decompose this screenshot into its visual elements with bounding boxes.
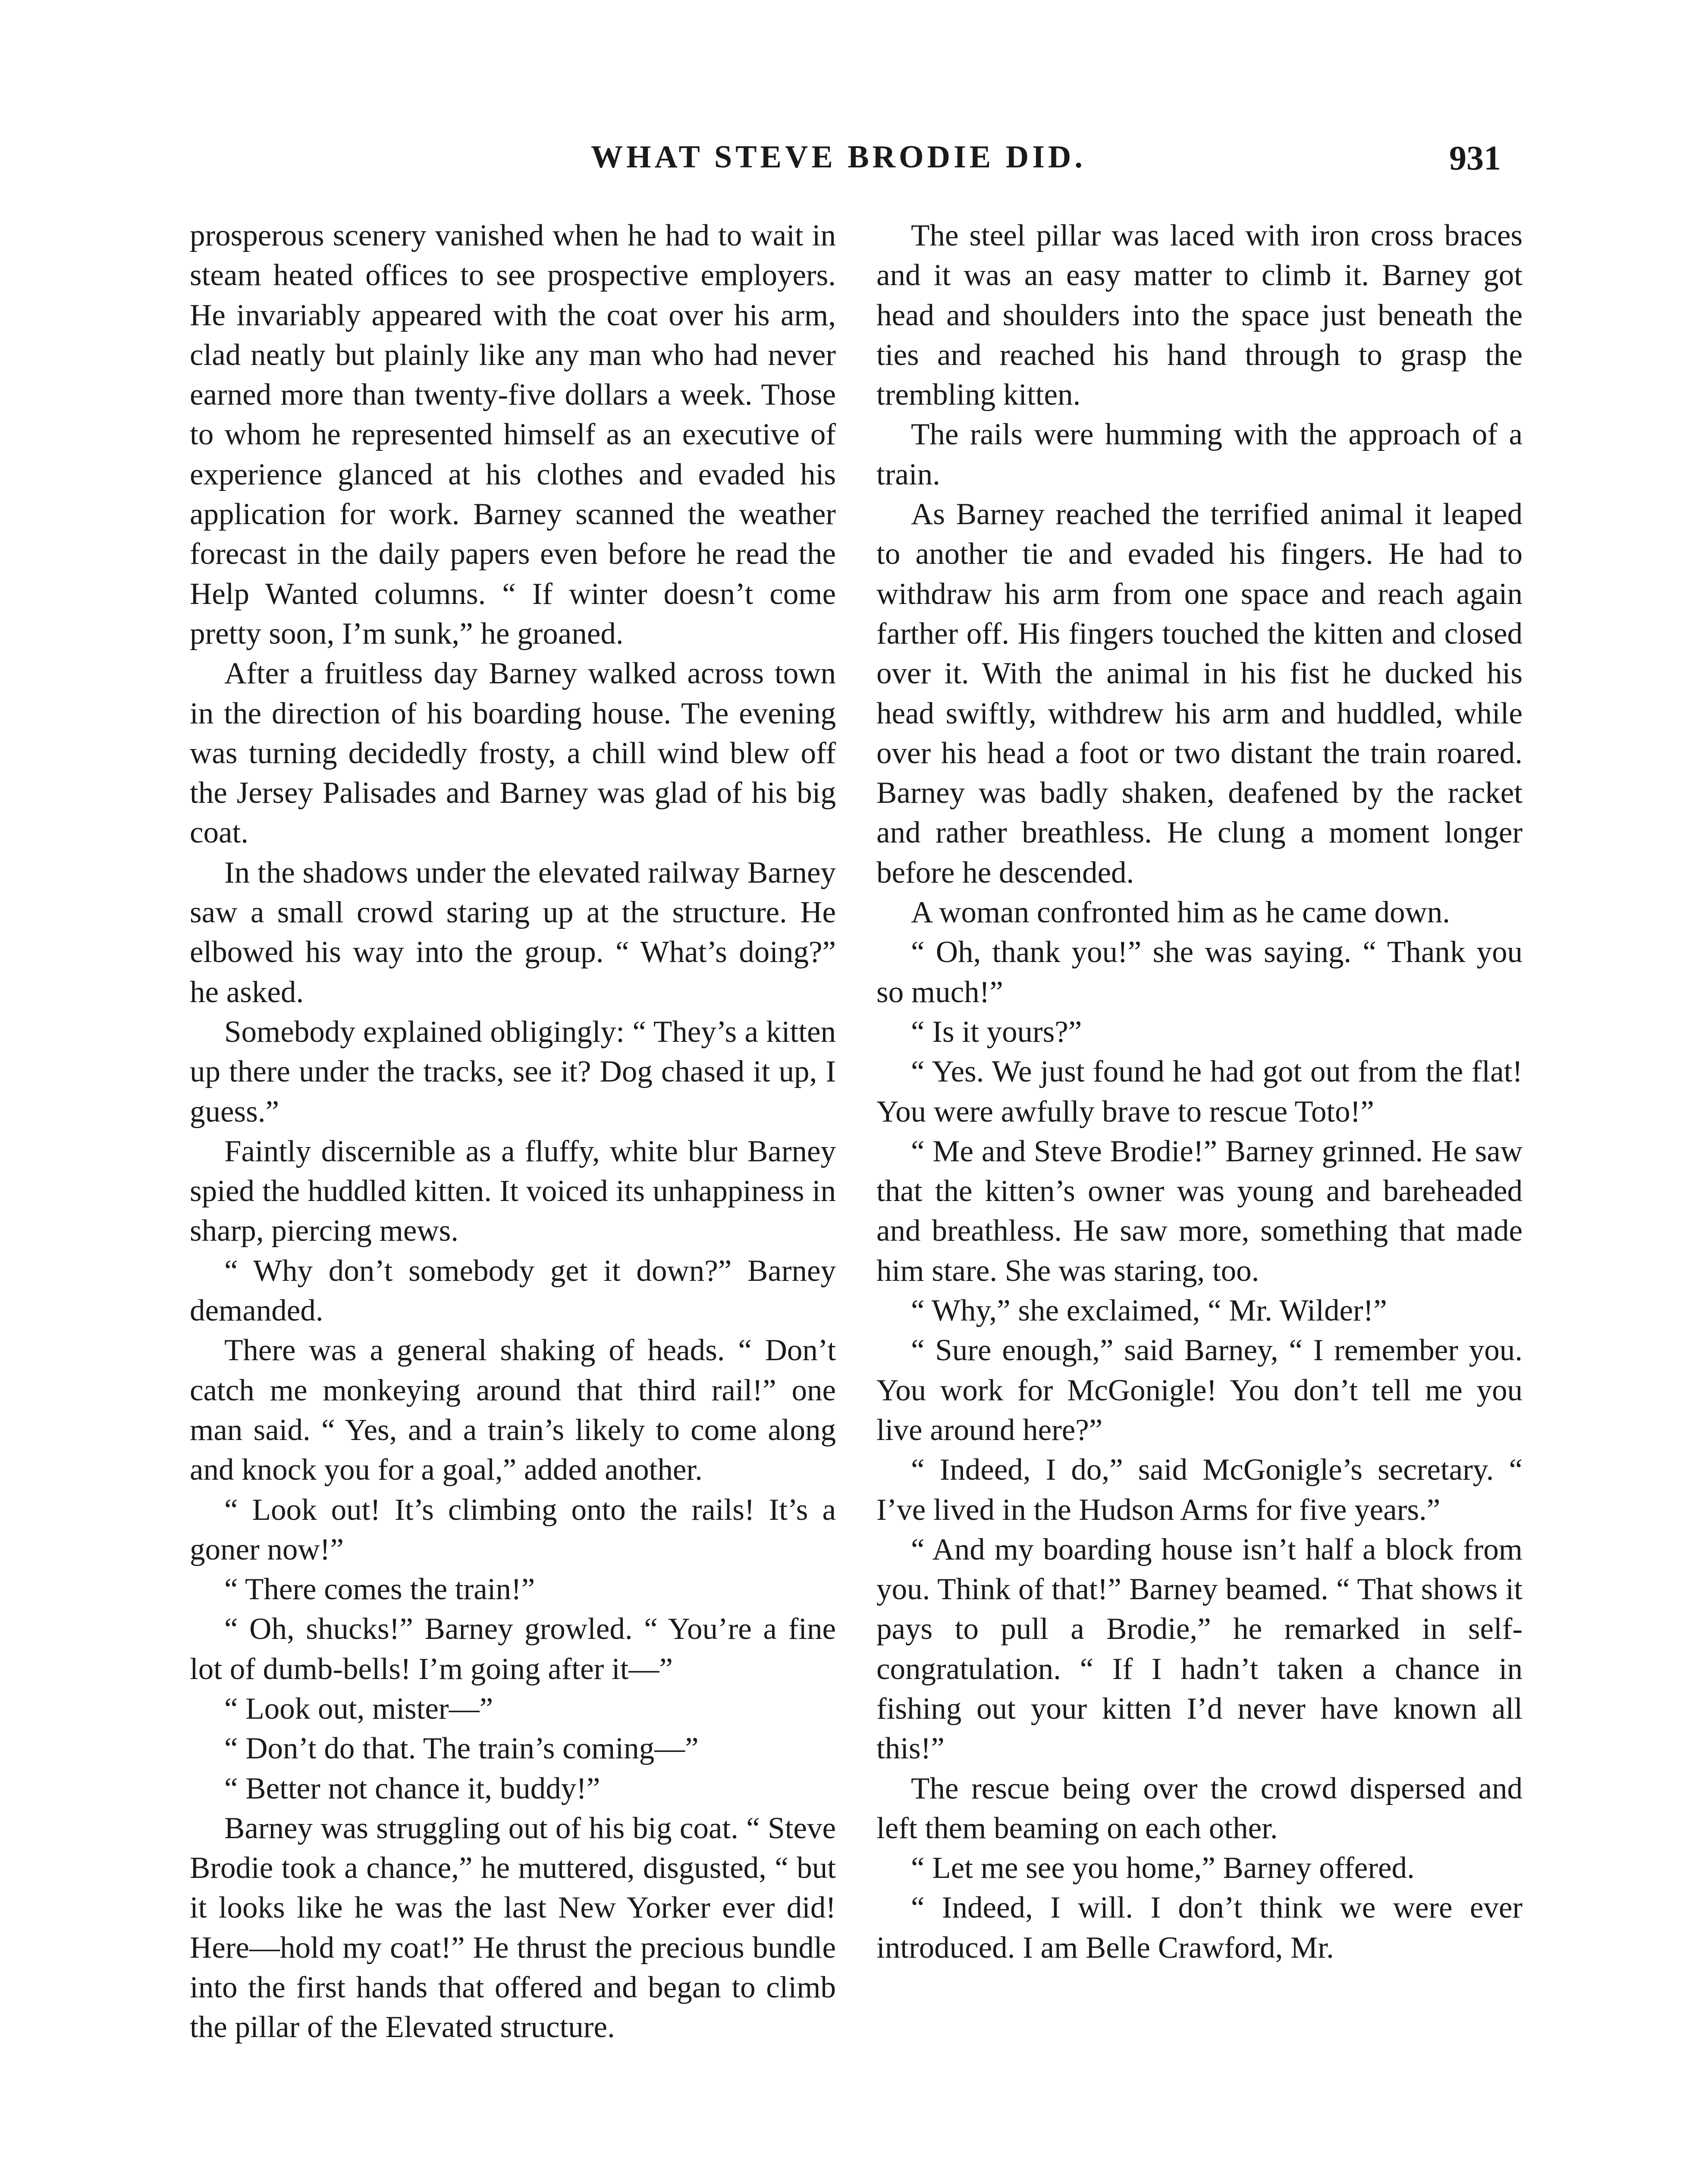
paragraph: “ Is it yours?” bbox=[911, 1015, 1082, 1049]
paragraph: Faintly discernible as a fluffy, white blur Barney spied the huddled kitten. It voiced its unhappiness in sharp, piercing mews. bbox=[190, 1134, 836, 1248]
paragraph: “ Better not chance it, buddy!” bbox=[224, 1771, 600, 1805]
right-column bbox=[876, 216, 1523, 1968]
paragraph: The rescue being over the crowd dispersed and left them beaming on each other. bbox=[876, 1771, 1523, 1845]
page-header bbox=[0, 139, 1708, 186]
paragraph: Somebody explained obligingly: “ They’s a kitten up there under the tracks, see it? Dog chased it up, I guess.” bbox=[190, 1015, 836, 1129]
page-number: 931 bbox=[1449, 139, 1501, 177]
left-column bbox=[190, 216, 836, 2047]
paragraph: The steel pillar was laced with iron cross braces and it was an easy matter to climb it. Barney got head and shoulders into the space just beneath the ties and reached his hand through to grasp the trembling kitten. bbox=[876, 219, 1523, 412]
paragraph: “ Yes. We just found he had got out from the flat! You were awfully brave to rescue Toto!” bbox=[876, 1055, 1523, 1129]
paragraph: “ Oh, shucks!” Barney growled. “ You’re a fine lot of dumb-bells! I’m going after it—” bbox=[190, 1612, 836, 1686]
paragraph: “ Why don’t somebody get it down?” Barney demanded. bbox=[190, 1254, 836, 1328]
paragraph: Barney was struggling out of his big coat. “ Steve Brodie took a chance,” he muttered, disgusted, “ but it looks like he was the last New Yorker ever did! Here—hold my coat!” He thrust the precious bundle into the first hands that offered and began to climb the pillar of the Elevated structure. bbox=[190, 1811, 836, 2044]
paragraph: “ Don’t do that. The train’s coming—” bbox=[224, 1732, 699, 1766]
paragraph: A woman confronted him as he came down. bbox=[911, 896, 1451, 930]
paragraph: In the shadows under the elevated railway Barney saw a small crowd staring up at the structure. He elbowed his way into the group. “ What’s doing?” he asked. bbox=[190, 855, 836, 1009]
paragraph: “ There comes the train!” bbox=[224, 1572, 535, 1607]
paragraph: As Barney reached the terrified animal it leaped to another tie and evaded his fingers. He had to withdraw his arm from one space and reach again farther off. His fingers touched the kitten and closed over it. With the animal in his fist he ducked his head swiftly, withdrew his arm and huddled, while over his head a foot or two distant the train roared. Barney was badly shaken, deafened by the racket and rather breathless. He clung a moment longer before he descended. bbox=[876, 497, 1523, 890]
paragraph: “ Why,” she exclaimed, “ Mr. Wilder!” bbox=[911, 1294, 1387, 1328]
paragraph: “ Let me see you home,” Barney offered. bbox=[911, 1851, 1415, 1885]
paragraph: After a fruitless day Barney walked across town in the direction of his boarding house. The evening was turning decidedly frosty, a chill wind blew off the Jersey Palisades and Barney was glad of his big coat. bbox=[190, 657, 836, 850]
paragraph: “ Look out, mister—” bbox=[224, 1692, 493, 1726]
paragraph: “ Indeed, I will. I don’t think we were ever introduced. I am Belle Crawford, Mr. bbox=[876, 1891, 1523, 1965]
paragraph: prosperous scenery vanished when he had to wait in steam heated offices to see prospective employers. He invariably appeared with the coat over his arm, clad neatly but plainly like any man who had never earned more than twenty-five dollars a week. Those to whom he represented himself as an executive of experience glanced at his clothes and evaded his application for work. Barney scanned the weather forecast in the daily papers even before he read the Help Wanted columns. “ If winter doesn’t come pretty soon, I’m sunk,” he groaned. bbox=[190, 219, 836, 651]
paragraph: “ Oh, thank you!” she was saying. “ Thank you so much!” bbox=[876, 935, 1523, 1009]
paragraph: “ Look out! It’s climbing onto the rails! It’s a goner now!” bbox=[190, 1493, 836, 1566]
paragraph: “ Me and Steve Brodie!” Barney grinned. He saw that the kitten’s owner was young and bareheaded and breathless. He saw more, something that made him stare. She was staring, too. bbox=[876, 1134, 1523, 1288]
running-title: WHAT STEVE BRODIE DID. bbox=[591, 139, 1086, 175]
paragraph: “ And my boarding house isn’t half a block from you. Think of that!” Barney beamed. “ That shows it pays to pull a Brodie,” he remarked in self-congratulation. “ If I hadn’t taken a chance in fishing out your kitten I’d never have known all this!” bbox=[876, 1532, 1523, 1766]
paragraph: There was a general shaking of heads. “ Don’t catch me monkeying around that third rail!” one man said. “ Yes, and a train’s likely to come along and knock you for a goal,” added another. bbox=[190, 1333, 836, 1487]
paragraph: The rails were humming with the approach of a train. bbox=[876, 418, 1523, 491]
paragraph: “ Indeed, I do,” said McGonigle’s secretary. “ I’ve lived in the Hudson Arms for five years.” bbox=[876, 1453, 1523, 1527]
paragraph: “ Sure enough,” said Barney, “ I remember you. You work for McGonigle! You don’t tell me you live around here?” bbox=[876, 1333, 1523, 1447]
